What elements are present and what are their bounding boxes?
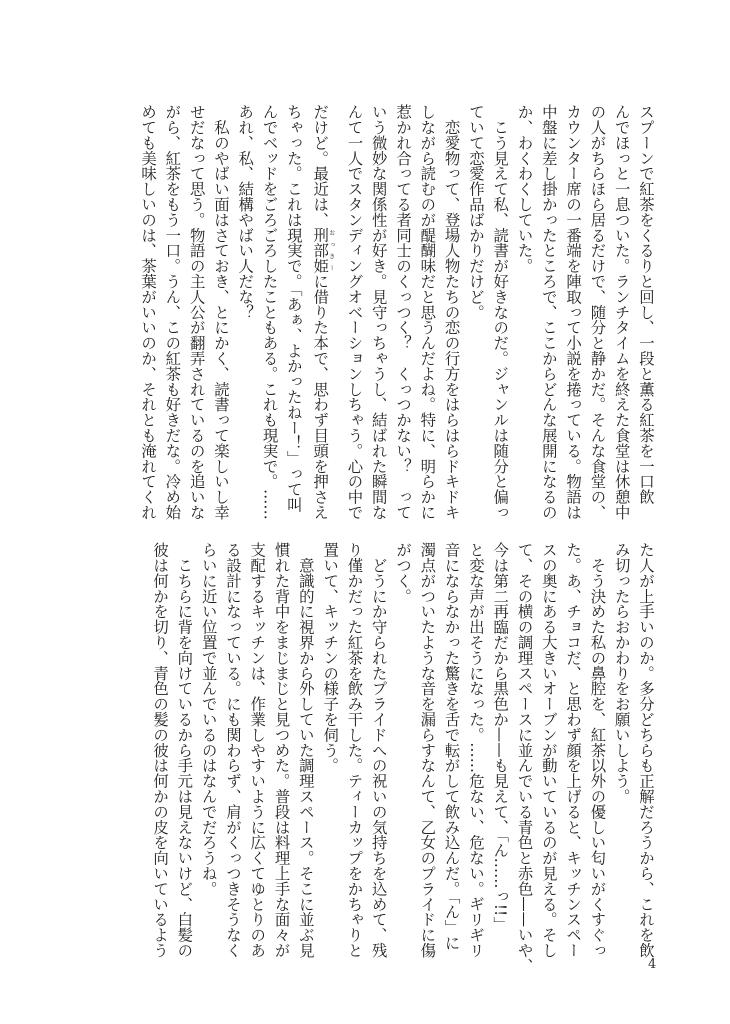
text-line: 音にならなかった驚きを舌で転がして飲み込んだ。「ん」に xyxy=(442,542,461,951)
text-segment: だけど。最近は、 xyxy=(311,104,330,228)
page-number: 4 xyxy=(648,957,657,972)
text-line: がら、紅茶をもう一口。うん、この紅茶も好きだな。冷め始 xyxy=(163,104,182,520)
ruby-text: おっきー xyxy=(327,227,335,274)
text-line: いう微妙な関係性が好き。見守っちゃうし、結ばれた瞬間な xyxy=(369,104,388,520)
text-line: こう見えて私、読書が好きなのだ。ジャンルは随分と偏っ xyxy=(491,104,510,520)
text-line: スプーンで紅茶をくるりと回し、一段と薫る紅茶を一口飲 xyxy=(637,104,655,505)
text-line: んでほっと一息ついた。ランチタイムを終えた食堂は休憩中 xyxy=(612,104,631,520)
text-block-top xyxy=(136,104,658,520)
text-line: らいに近い位置で並んでいるのはなんでだろうね。 xyxy=(199,542,218,897)
text-line: んて一人でスタンディングオベーションしちゃう。心の中で xyxy=(345,104,364,520)
text-segment: に借りた本で、思わず目頭を押さえ xyxy=(311,273,330,520)
text-line: る設計になっている。にも関わらず、肩がくっつきそうなく xyxy=(223,542,242,958)
text-line: と変な声が出そうになった。……危ない、危ない。ギリギリ xyxy=(466,542,485,958)
text-line: ちゃった。これは現実で。「あぁ、よかったねー！」って叫 xyxy=(284,104,303,513)
ruby-annotation xyxy=(311,227,335,274)
text-line: み切ったらおかわりをお願いしよう。 xyxy=(612,542,631,804)
text-line: り僅かだった紅茶を飲み干した。ティーカップをかちゃりと xyxy=(345,542,364,958)
text-line: 濁点がついたような音を漏らすなんて、乙女のプライドに傷 xyxy=(418,542,437,958)
text-line: カウンター席の一番端を陣取って小説を捲っている。物語は xyxy=(564,104,583,520)
text-line: た。あ、チョコだ、と思わず顔を上げると、キッチンスペー xyxy=(564,542,583,958)
text-line: 恋愛物って、登場人物たちの恋の行方をはらはらドキドキ xyxy=(442,104,461,520)
text-line: 中盤に差し掛かったところで、ここからどんな展開になるの xyxy=(539,104,558,520)
text-line: 私のやばい面はさておき、とにかく、読書って楽しいし幸 xyxy=(211,104,230,520)
text-line: がつく。 xyxy=(394,542,413,604)
text-line: めても美味しいのは、茶葉がいいのか、それとも淹れてくれ xyxy=(139,104,158,520)
text-block-bottom xyxy=(148,542,658,974)
text-line: 置いて、キッチンの様子を伺う。 xyxy=(321,542,340,773)
text-line: どうにか守られたプライドへの祝いの気持ちを込めて、残 xyxy=(369,542,388,958)
text-line: 惹かれ合ってる者同士のくっつく？ くっつかない？ って xyxy=(394,104,413,520)
text-line: しながら読むのが醍醐味だと思うんだよね。特に、明らかに xyxy=(418,104,437,520)
text-line: こちらに背を向けているから手元は見えないけど、白髪の xyxy=(175,542,194,958)
text-line: 支配するキッチンは、作業しやすいように広くてゆとりのあ xyxy=(248,542,267,958)
text-line: んでベッドをごろごろしたこともある。これも現実で。…… xyxy=(260,104,279,520)
text-line: 慣れた背中をまじまじと見つめた。普段は料理上手な面々が xyxy=(272,542,291,958)
text-line: た人が上手いのか。多分どちらも正解だろうから、これを飲 xyxy=(637,542,655,958)
text-line: 意識的に視界から外していた調理スペース。そこに並ぶ見 xyxy=(296,542,315,958)
text-line: あれ、私、結構やばい人だな？ xyxy=(236,104,255,320)
text-line: 今は第二再臨だから黒色か——も見えて、「ん……っ!!」 xyxy=(491,542,510,932)
text-line: ていて恋愛作品ばかりだけど。 xyxy=(466,104,485,320)
text-line: て、その横の調理スペースに並んでいる青色と赤色——いや、 xyxy=(515,542,534,974)
text-line xyxy=(308,104,335,520)
text-line: 彼は何かを切り、青色の髪の彼は何かの皮を向いているよう xyxy=(151,542,170,958)
ruby-base: 刑部姫 xyxy=(311,227,330,274)
text-line: そう決めた私の鼻腔を、紅茶以外の優しい匂いがくすぐっ xyxy=(588,542,607,958)
text-line: か、わくわくしていた。 xyxy=(515,104,534,274)
text-line: スの奥にある大きいオーブンが動いているのが見える。そし xyxy=(539,542,558,958)
text-line: の人がちらほら居るだけで、随分と静かだ。そんな食堂の、 xyxy=(588,104,607,520)
text-line: せだなって思う。物語の主人公が翻弄されているのを追いな xyxy=(187,104,206,520)
